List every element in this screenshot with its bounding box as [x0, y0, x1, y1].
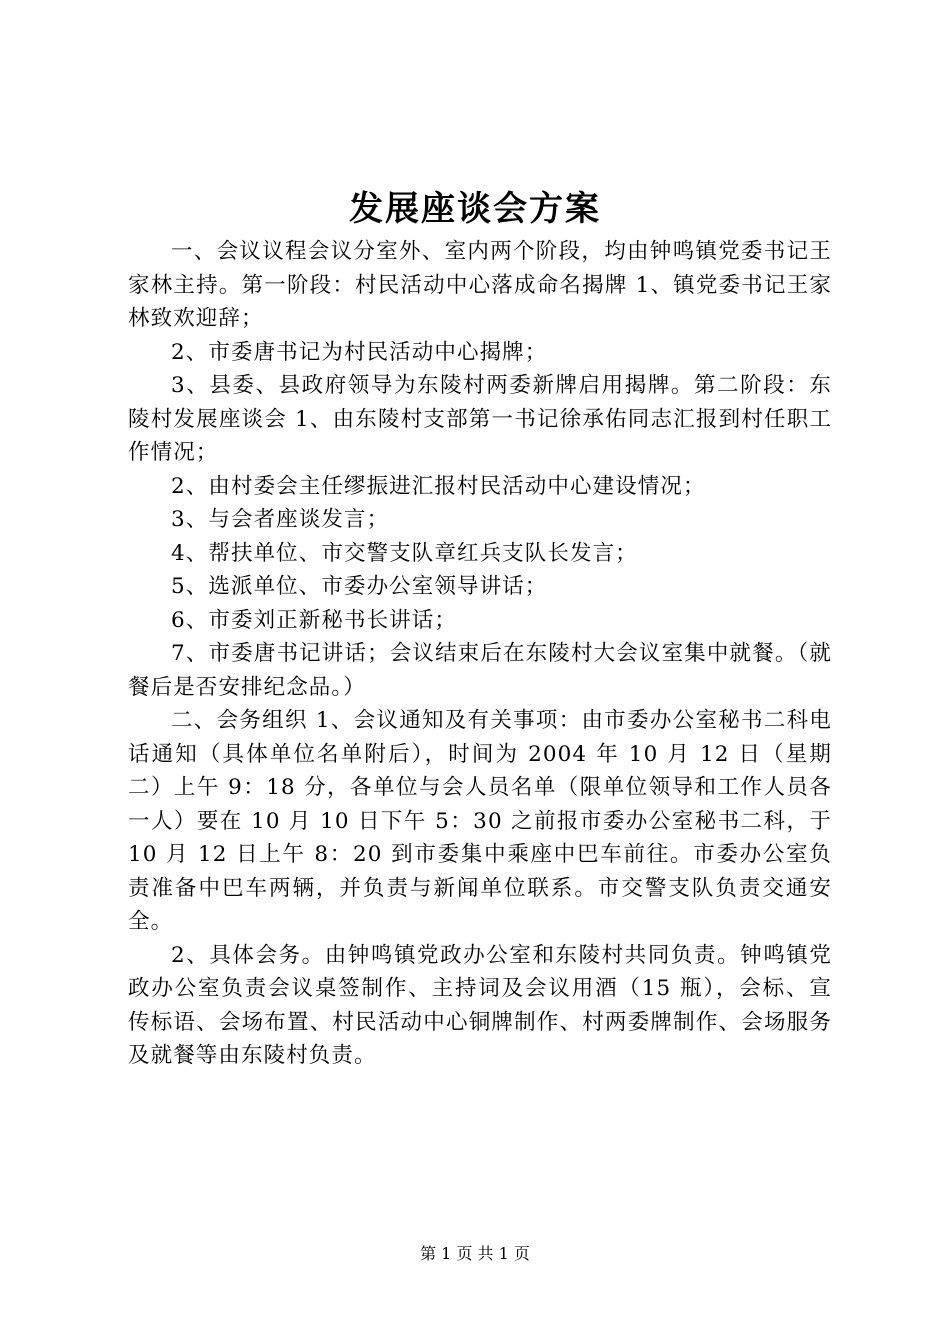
page-footer: 第 1 页 共 1 页	[420, 1244, 530, 1263]
paragraph: 3、与会者座谈发言；	[171, 507, 390, 532]
paragraph: 2、具体会务。由钟鸣镇党政办公室和东陵村共同负责。钟鸣镇党政办公室负责会议桌签制作、主持词及会议用酒（15 瓶），会标、宣传标语、会场布置、村民活动中心铜牌制作、村两委牌制作、会场服务及就餐等由东陵村负责。	[128, 942, 832, 1068]
paragraph: 4、帮扶单位、市交警支队章红兵支队长发言；	[171, 540, 638, 566]
paragraph: 二、会务组织 1、会议通知及有关事项：由市委办公室秘书二科电话通知（具体单位名单附后），时间为 2004 年 10 月 12 日（星期二）上午 9：18 分，各单位与会人员名单（限单位领导和工作人员各一人）要在 10 月 10 日下午 5：30 之前报市委办公室秘书二科，于 10 月 12 日上午 8：20 到市委集中乘座中巴车前往。市委办公室负责准备中巴车两辆，并负责与新闻单位联系。市交警支队负责交通安全。	[128, 708, 832, 934]
paragraph: 2、由村委会主任缪振进汇报村民活动中心建设情况；	[171, 473, 706, 499]
paragraph: 6、市委刘正新秘书长讲话；	[171, 607, 457, 633]
document-title: 发展座谈会方案	[349, 189, 601, 229]
document-body	[128, 235, 832, 1073]
paragraph: 7、市委唐书记讲话；会议结束后在东陵村大会议室集中就餐。（就餐后是否安排纪念品。）	[128, 641, 832, 700]
paragraph: 3、县委、县政府领导为东陵村两委新牌启用揭牌。第二阶段：东陵村发展座谈会 1、由东陵村支部第一书记徐承佑同志汇报到村任职工作情况；	[128, 373, 832, 465]
paragraph: 5、选派单位、市委办公室领导讲话；	[171, 574, 548, 599]
paragraph: 2、市委唐书记为村民活动中心揭牌；	[171, 339, 548, 365]
paragraph: 一、会议议程会议分室外、室内两个阶段，均由钟鸣镇党委书记王家林主持。第一阶段：村民活动中心落成命名揭牌 1、镇党委书记王家林致欢迎辞；	[128, 239, 832, 331]
